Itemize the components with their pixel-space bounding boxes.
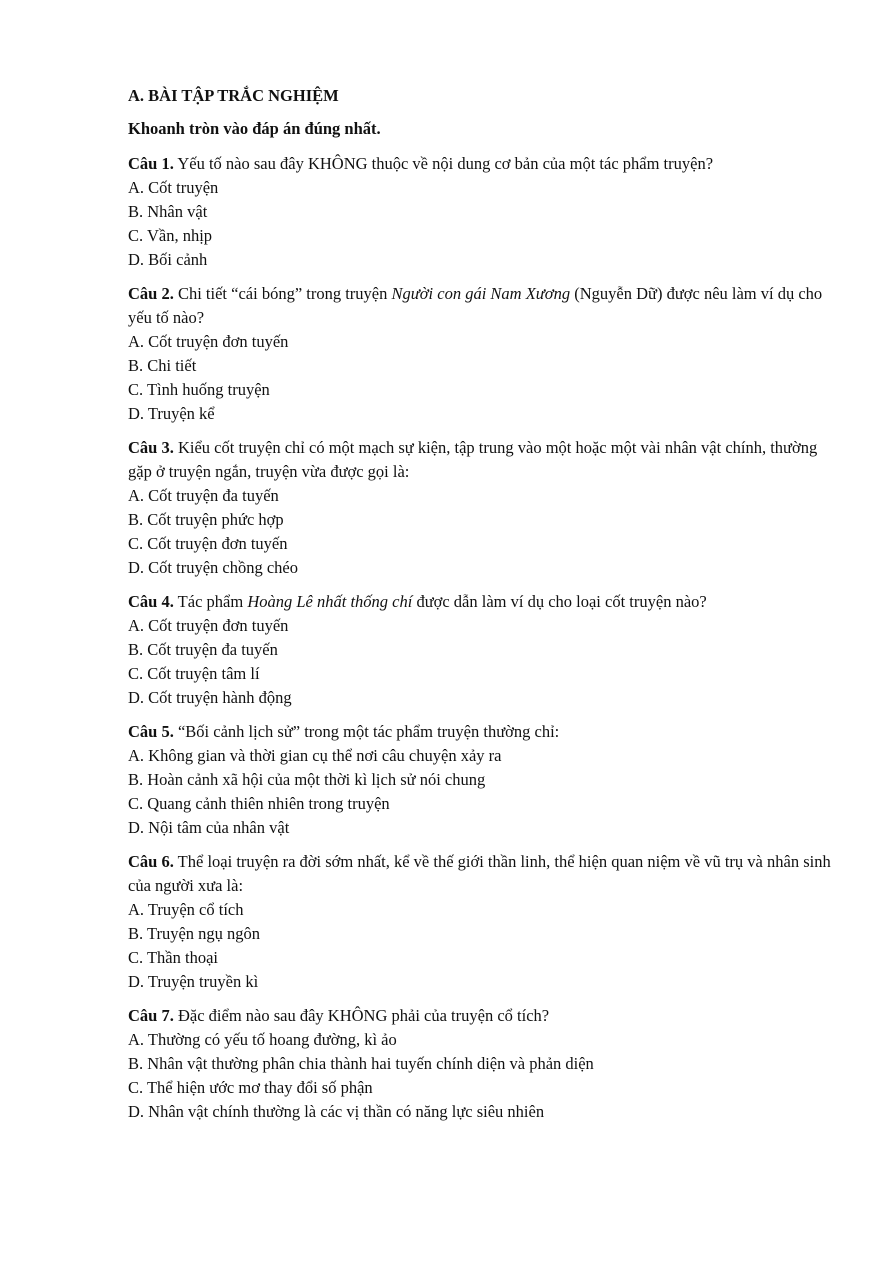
- answer-options: [128, 176, 832, 272]
- answer-option[interactable]: A. Truyện cổ tích: [128, 900, 244, 919]
- question-work-title: Hoàng Lê nhất thống chí: [247, 592, 413, 611]
- answer-option[interactable]: D. Cốt truyện hành động: [128, 688, 292, 707]
- question-stem: [128, 282, 832, 330]
- question-text: Kiểu cốt truyện chỉ có một mạch sự kiện, tập trung vào một hoặc một vài nhân vật chính, thường gặp ở truyện ngắn, truyện vừa được gọi là:: [128, 438, 818, 481]
- answer-option[interactable]: A. Không gian và thời gian cụ thể nơi câu chuyện xảy ra: [128, 746, 502, 765]
- question-2: [128, 282, 832, 426]
- answer-options: [128, 484, 832, 580]
- question-number: Câu 5.: [128, 722, 174, 741]
- answer-option[interactable]: D. Bối cảnh: [128, 250, 208, 269]
- answer-options: [128, 744, 832, 840]
- question-text: Thể loại truyện ra đời sớm nhất, kể về thế giới thần linh, thể hiện quan niệm về vũ trụ và nhân sinh của người xưa là:: [128, 852, 831, 895]
- question-number: Câu 2.: [128, 284, 174, 303]
- answer-option[interactable]: D. Nhân vật chính thường là các vị thần có năng lực siêu nhiên: [128, 1102, 545, 1121]
- section-title: A. BÀI TẬP TRẮC NGHIỆM: [128, 86, 339, 105]
- question-work-title: Người con gái Nam Xương: [391, 284, 571, 303]
- answer-options: [128, 330, 832, 426]
- question-number: Câu 6.: [128, 852, 174, 871]
- answer-options: [128, 1028, 832, 1124]
- question-stem: [128, 590, 832, 614]
- question-text: Đặc điểm nào sau đây KHÔNG phải của truyện cổ tích?: [177, 1006, 550, 1025]
- answer-options: [128, 614, 832, 710]
- question-6: [128, 850, 832, 994]
- answer-option[interactable]: C. Vần, nhịp: [128, 226, 213, 245]
- answer-option[interactable]: C. Thần thoại: [128, 948, 218, 967]
- question-number: Câu 1.: [128, 154, 174, 173]
- answer-option[interactable]: D. Truyện truyền kì: [128, 972, 259, 991]
- answer-option[interactable]: A. Thường có yếu tố hoang đường, kì ảo: [128, 1030, 397, 1049]
- question-number: Câu 4.: [128, 592, 174, 611]
- answer-option[interactable]: D. Cốt truyện chồng chéo: [128, 558, 299, 577]
- answer-option[interactable]: A. Cốt truyện đa tuyến: [128, 486, 279, 505]
- question-text: Tác phẩm: [177, 592, 248, 611]
- answer-option[interactable]: B. Nhân vật thường phân chia thành hai tuyến chính diện và phản diện: [128, 1054, 594, 1073]
- answer-option[interactable]: B. Cốt truyện phức hợp: [128, 510, 284, 529]
- question-text-continued: (Nguyễn Dữ) được nêu làm ví dụ cho yếu tố nào?: [128, 284, 823, 327]
- answer-option[interactable]: C. Thể hiện ước mơ thay đổi số phận: [128, 1078, 373, 1097]
- answer-option[interactable]: D. Nội tâm của nhân vật: [128, 818, 290, 837]
- answer-option[interactable]: B. Chi tiết: [128, 356, 197, 375]
- answer-options: [128, 898, 832, 994]
- question-list: [128, 152, 832, 1124]
- answer-option[interactable]: D. Truyện kể: [128, 404, 215, 423]
- answer-option[interactable]: B. Cốt truyện đa tuyến: [128, 640, 278, 659]
- question-3: [128, 436, 832, 580]
- question-1: [128, 152, 832, 272]
- question-text-continued: được dẫn làm ví dụ cho loại cốt truyện nào?: [412, 592, 707, 611]
- question-number: Câu 7.: [128, 1006, 174, 1025]
- question-stem: [128, 436, 832, 484]
- question-text: “Bối cảnh lịch sử” trong một tác phẩm truyện thường chỉ:: [177, 722, 560, 741]
- question-7: [128, 1004, 832, 1124]
- question-stem: [128, 152, 832, 176]
- answer-option[interactable]: C. Tình huống truyện: [128, 380, 270, 399]
- answer-option[interactable]: C. Cốt truyện đơn tuyến: [128, 534, 288, 553]
- answer-option[interactable]: C. Quang cảnh thiên nhiên trong truyện: [128, 794, 390, 813]
- question-4: [128, 590, 832, 710]
- answer-option[interactable]: B. Hoàn cảnh xã hội của một thời kì lịch sử nói chung: [128, 770, 486, 789]
- question-stem: [128, 850, 832, 898]
- answer-option[interactable]: B. Nhân vật: [128, 202, 208, 221]
- instruction: Khoanh tròn vào đáp án đúng nhất.: [128, 119, 381, 138]
- question-stem: [128, 1004, 832, 1028]
- answer-option[interactable]: A. Cốt truyện: [128, 178, 219, 197]
- question-5: [128, 720, 832, 840]
- answer-option[interactable]: B. Truyện ngụ ngôn: [128, 924, 261, 943]
- answer-option[interactable]: C. Cốt truyện tâm lí: [128, 664, 260, 683]
- question-text: Yếu tố nào sau đây KHÔNG thuộc về nội dung cơ bản của một tác phẩm truyện?: [177, 154, 714, 173]
- question-number: Câu 3.: [128, 438, 174, 457]
- answer-option[interactable]: A. Cốt truyện đơn tuyến: [128, 616, 289, 635]
- question-stem: [128, 720, 832, 744]
- answer-option[interactable]: A. Cốt truyện đơn tuyến: [128, 332, 289, 351]
- question-text: Chi tiết “cái bóng” trong truyện: [177, 284, 392, 303]
